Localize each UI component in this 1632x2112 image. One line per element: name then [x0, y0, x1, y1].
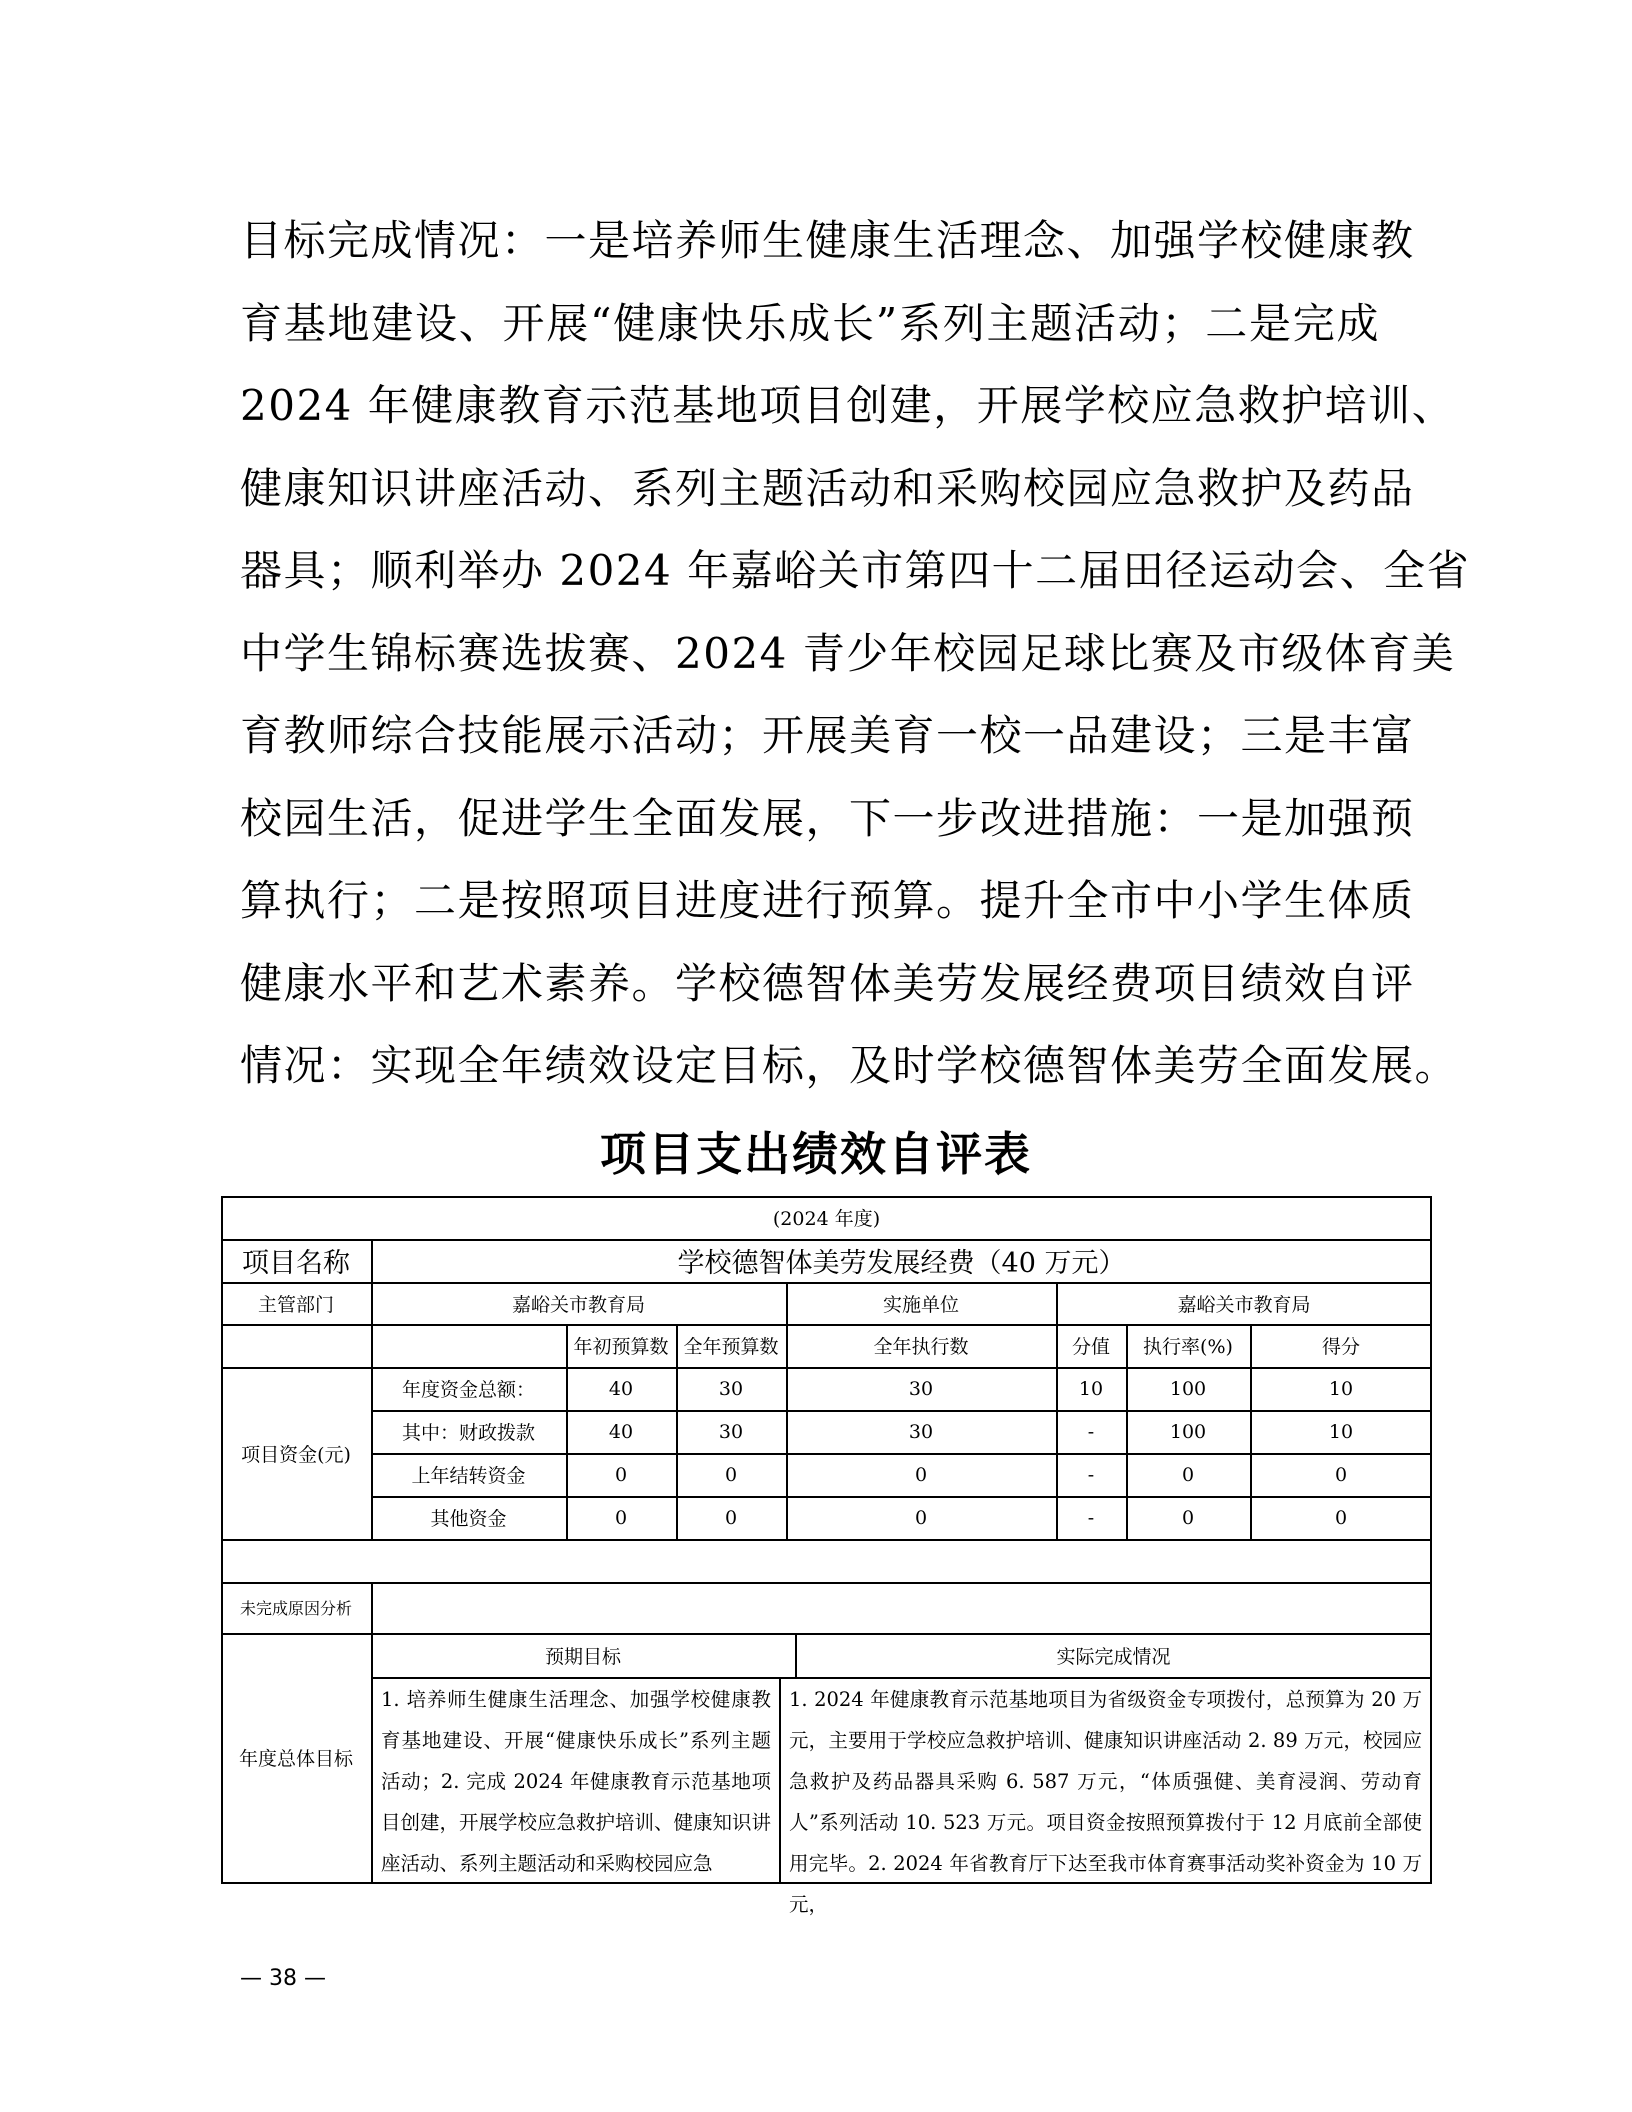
paragraph-line: 器具；顺利举办 2024 年嘉峪关市第四十二届田径运动会、全省: [240, 546, 1471, 595]
header-initial-budget: 年初预算数: [573, 1336, 669, 1358]
paragraph-line: 中学生锦标赛选拔赛、2024 青少年校园足球比赛及市级体育美: [240, 628, 1456, 678]
table-cell: 40: [608, 1420, 634, 1443]
table-cell: 0: [614, 1463, 628, 1486]
performance-table: [221, 1196, 1432, 1916]
paragraph-line: 2024 年健康教育示范基地项目创建，开展学校应急救护培训、: [240, 381, 1456, 430]
year-cell: (2024 年度): [772, 1208, 881, 1230]
expected-goal-text: 1. 培养师生健康生活理念、加强学校健康教育基地建设、开展“健康快乐成长”系列主题活动；2. 完成 2024 年健康教育示范基地项目创建，开展学校应急救护培训、健康知识讲座活动、系列主题活动和采购校园应急: [381, 1688, 772, 1875]
table-cell: -: [1087, 1463, 1095, 1486]
header-score: 得分: [1321, 1336, 1360, 1358]
actual-completion-text: 1. 2024 年健康教育示范基地项目为省级资金专项拨付，总预算为 20 万元，主要用于学校应急救护培训、健康知识讲座活动 2. 89 万元，校园应急救护及药品器具采购 6. 587 万元，“体质强健、美育浸润、劳动育人”系列活动 10. 523 万元。项目资金按照预算拨付于 12 月底前全部使用完毕。2. 2024 年省教育厅下达至我市体育赛事活动奖补资金为 10 万元，: [789, 1688, 1422, 1916]
row-label: 其他资金: [430, 1508, 507, 1530]
unfinished-reason-value: [371, 1582, 1432, 1633]
table-cell: 10: [1328, 1377, 1354, 1400]
project-name-label: 项目名称: [242, 1248, 350, 1279]
table-cell: -: [1087, 1420, 1095, 1443]
unfinished-reason-label: 未完成原因分析: [239, 1599, 352, 1618]
table-cell: -: [1087, 1506, 1095, 1529]
paragraph-line: 算执行；二是按照项目进度进行预算。提升全市中小学生体质: [240, 876, 1415, 925]
project-funds-label: 项目资金(元): [241, 1443, 351, 1466]
table-cell: 100: [1169, 1377, 1207, 1400]
paragraph-line: 情况：实现全年绩效设定目标，及时学校德智体美劳全面发展。: [240, 1041, 1459, 1090]
table-cell: 10: [1328, 1420, 1354, 1443]
table-cell: 0: [914, 1463, 928, 1486]
table-rule: [221, 1539, 1432, 1541]
row-label: 其中：财政拨款: [401, 1422, 535, 1444]
paragraph-line: 育教师综合技能展示活动；开展美育一校一品建设；三是丰富: [240, 711, 1415, 760]
row-label: 年度资金总额：: [401, 1379, 535, 1401]
paragraph-line: 目标完成情况：一是培养师生健康生活理念、加强学校健康教: [240, 216, 1415, 265]
table-cell: 30: [718, 1377, 744, 1400]
dept-label: 主管部门: [257, 1293, 334, 1316]
paragraph-line: 校园生活，促进学生全面发展，下一步改进措施：一是加强预: [240, 793, 1415, 843]
header-score-value: 分值: [1071, 1336, 1110, 1358]
table-cell: 0: [1181, 1506, 1195, 1529]
header-annual-budget: 全年预算数: [683, 1336, 779, 1358]
header-execution-rate: 执行率(%): [1143, 1336, 1233, 1358]
table-cell: 0: [1181, 1463, 1195, 1486]
table-cell: 30: [908, 1377, 934, 1400]
table-cell: 0: [1334, 1463, 1348, 1486]
table-cell: 100: [1169, 1420, 1207, 1443]
table-title: 项目支出绩效自评表: [600, 1127, 1032, 1181]
header-annual-execution: 全年执行数: [873, 1336, 969, 1358]
impl-unit-value: 嘉峪关市教育局: [1177, 1293, 1311, 1316]
expected-goal-header: 预期目标: [544, 1645, 621, 1668]
table-cell: 30: [718, 1420, 744, 1443]
table-cell: 0: [1334, 1506, 1348, 1529]
table-cell: 0: [724, 1463, 738, 1486]
actual-completion-header: 实际完成情况: [1056, 1645, 1171, 1668]
paragraph-line: 健康水平和艺术素养。学校德智体美劳发展经费项目绩效自评: [240, 958, 1415, 1008]
dept-value: 嘉峪关市教育局: [511, 1293, 645, 1316]
paragraph-line: 育基地建设、开展“健康快乐成长”系列主题活动；二是完成: [240, 298, 1380, 348]
page-number: — 38 —: [240, 1966, 326, 1991]
body-paragraph: [240, 200, 1471, 1108]
table-cell: 10: [1078, 1377, 1104, 1400]
table-cell: 30: [908, 1420, 934, 1443]
table-cell: 0: [914, 1506, 928, 1529]
table-cell: 0: [724, 1506, 738, 1529]
impl-unit-label: 实施单位: [882, 1293, 959, 1316]
table-cell: 40: [608, 1377, 634, 1400]
annual-goal-label: 年度总体目标: [238, 1748, 353, 1770]
table-cell: 0: [614, 1506, 628, 1529]
project-name-value: 学校德智体美劳发展经费（40 万元）: [677, 1248, 1126, 1279]
row-label: 上年结转资金: [411, 1465, 526, 1487]
paragraph-line: 健康知识讲座活动、系列主题活动和采购校园应急救护及药品: [240, 463, 1415, 513]
